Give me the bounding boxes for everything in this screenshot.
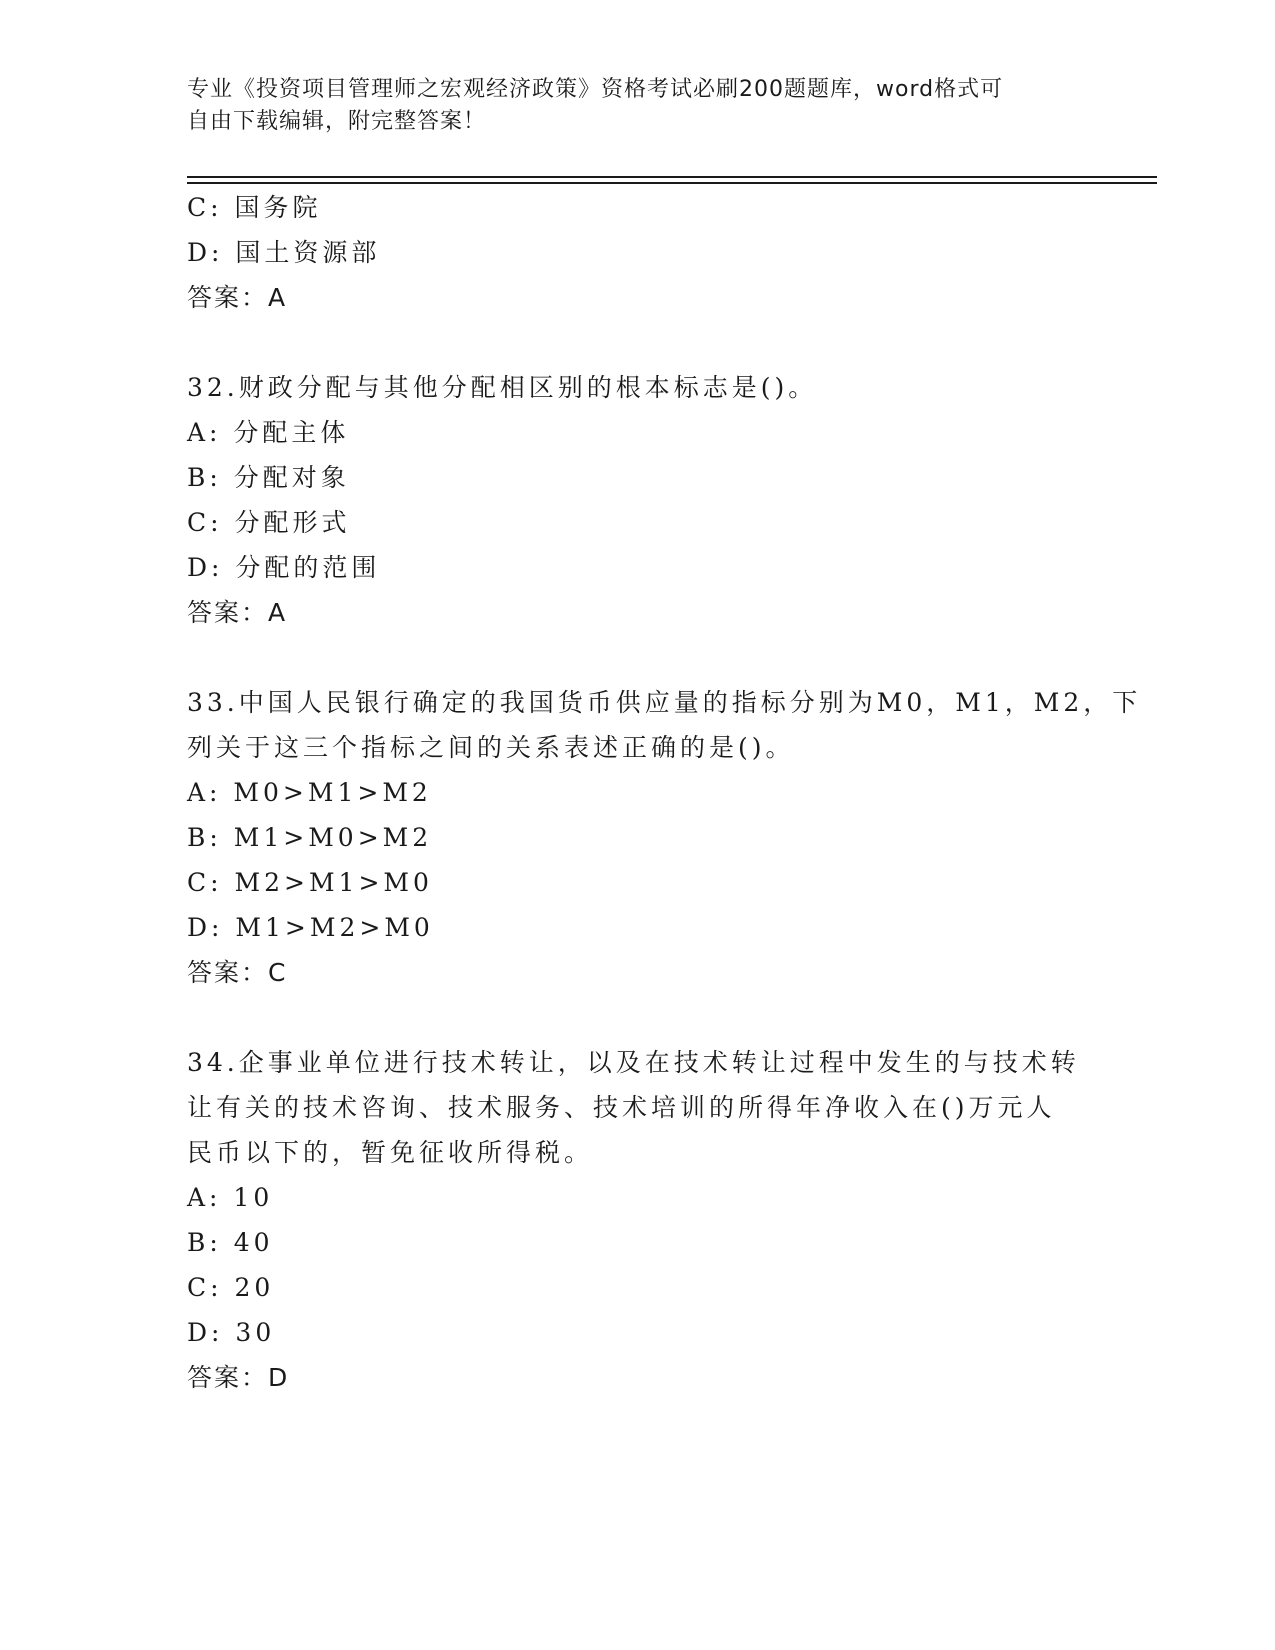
header-line-1: 专业《投资项目管理师之宏观经济政策》资格考试必刷200题题库，word格式可: [187, 77, 1004, 102]
q33-stem-line-2: 列关于这三个指标之间的关系表述正确的是()。: [187, 733, 795, 762]
q33-option-b: B: M1>M0>M2: [187, 823, 433, 852]
q31-option-d: D: 国土资源部: [187, 238, 381, 267]
page-header: [187, 74, 1087, 138]
q31-option-c: C: 国务院: [187, 193, 322, 222]
q34-stem-line-3: 民币以下的，暂免征收所得税。: [187, 1138, 594, 1167]
header-divider-bottom: [187, 182, 1157, 184]
q33-option-a: A: M0>M1>M2: [187, 778, 432, 807]
q32-stem: 32.财政分配与其他分配相区别的根本标志是()。: [187, 373, 818, 402]
q33-answer: 答案：C: [187, 958, 288, 987]
q34-option-a: A: 10: [187, 1183, 274, 1212]
q33-stem-line-1: 33.中国人民银行确定的我国货币供应量的指标分别为M0，M1，M2，下: [187, 688, 1142, 717]
q32-option-b: B: 分配对象: [187, 463, 350, 492]
q34-stem-line-1: 34.企事业单位进行技术转让，以及在技术转让过程中发生的与技术转: [187, 1048, 1080, 1077]
header-line-2: 自由下载编辑，附完整答案！: [187, 109, 487, 134]
header-divider-top: [187, 176, 1157, 178]
q34-option-b: B: 40: [187, 1228, 274, 1257]
q32-option-c: C: 分配形式: [187, 508, 351, 537]
q33-option-c: C: M2>M1>M0: [187, 868, 433, 897]
q34-stem-line-2: 让有关的技术咨询、技术服务、技术培训的所得年净收入在()万元人: [187, 1093, 1056, 1122]
q34-option-c: C: 20: [187, 1273, 275, 1302]
q32-answer: 答案：A: [187, 598, 288, 627]
q34-answer: 答案：D: [187, 1363, 290, 1392]
q33-option-d: D: M1>M2>M0: [187, 913, 434, 942]
q32-option-a: A: 分配主体: [187, 418, 350, 447]
q31-answer: 答案：A: [187, 283, 288, 312]
q34-option-d: D: 30: [187, 1318, 276, 1347]
q32-option-d: D: 分配的范围: [187, 553, 381, 582]
